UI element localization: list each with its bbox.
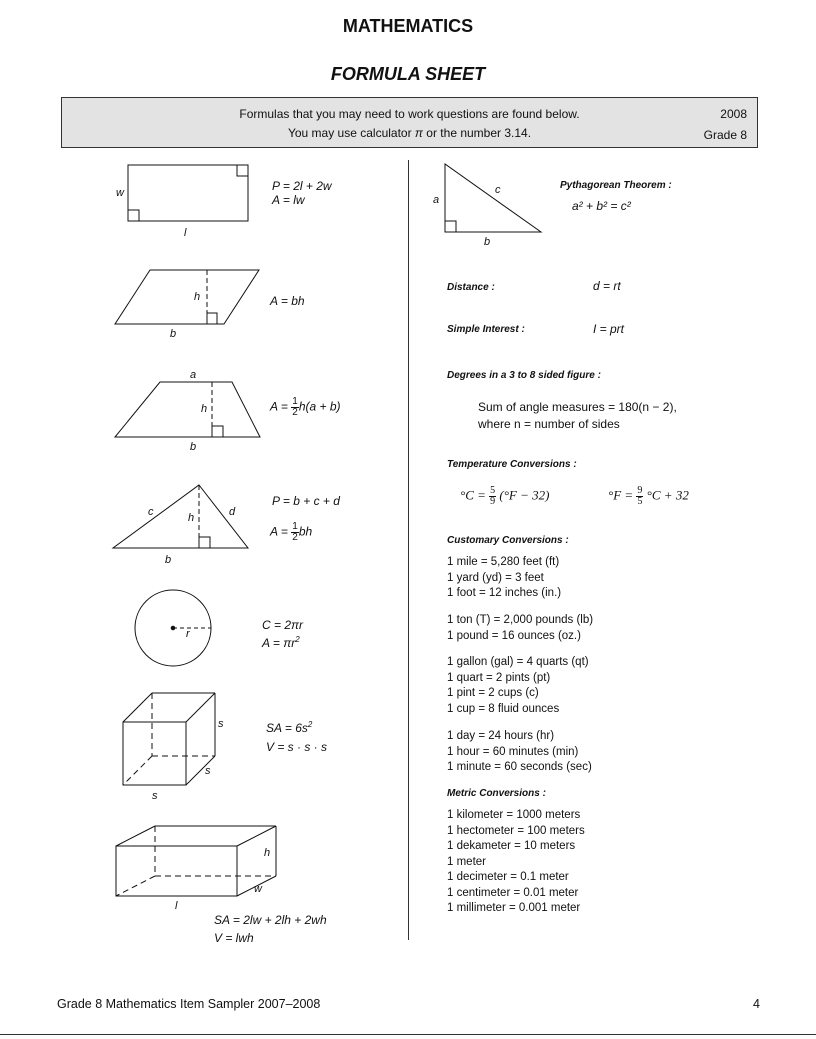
- parallelogram-area-formula: A = bh: [270, 294, 305, 308]
- triangle-label-b: b: [165, 554, 172, 566]
- parallelogram-figure: [115, 270, 259, 324]
- conversion-item: 1 cup = 8 fluid ounces: [447, 702, 560, 715]
- cube-figure: [123, 693, 215, 785]
- pythagorean-formula: a² + b² = c²: [572, 199, 631, 213]
- temperature-heading: Temperature Conversions :: [447, 459, 577, 470]
- simple-interest-heading: Simple Interest :: [447, 324, 525, 335]
- triangle-area-formula: A = $\frac{1}{2}$ bh: [270, 521, 313, 543]
- simple-interest-formula: I = prt: [593, 322, 625, 336]
- conversion-item: 1 meter: [447, 855, 486, 868]
- cube-label-s-depth: s: [205, 765, 211, 777]
- parallelogram-label-h: h: [194, 291, 201, 303]
- conversion-item: 1 hour = 60 minutes (min): [447, 745, 579, 758]
- circle-circumference-formula: C = 2πr: [262, 618, 304, 632]
- triangle-label-c: c: [148, 506, 154, 518]
- trapezoid-area-formula: A = $\frac{1}{2}$ h(a + b): [270, 396, 341, 418]
- trapezoid-label-h: h: [201, 403, 208, 415]
- trapezoid-figure: [115, 382, 260, 437]
- customary-length-group: [447, 555, 561, 602]
- circle-area-formula: $A = \pi r^2$: [262, 635, 300, 650]
- trapezoid-label-a: a: [190, 369, 197, 381]
- right-triangle-figure: [445, 164, 541, 232]
- celsius-formula: °C = $\frac{5}{9}$ (°F − 32): [460, 485, 550, 507]
- footer-rule: [0, 1034, 816, 1035]
- prism-surface-area-formula: SA = 2lw + 2lh + 2wh: [214, 913, 327, 927]
- page-title: MATHEMATICS: [342, 16, 474, 36]
- conversion-item: 1 gallon (gal) = 4 quarts (qt): [447, 656, 589, 668]
- conversion-item: 1 quart = 2 pints (pt): [447, 671, 551, 684]
- distance-formula: d = rt: [593, 279, 621, 293]
- conversion-item: 1 millimeter = 0.001 meter: [447, 902, 581, 914]
- customary-heading: Customary Conversions :: [447, 535, 569, 546]
- fahrenheit-formula: °F = $\frac{9}{5}$ °C + 32: [608, 485, 689, 507]
- rectangle-label-w: w: [116, 187, 124, 199]
- metric-conversion-list: [447, 808, 585, 917]
- pythagorean-heading: Pythagorean Theorem :: [560, 180, 672, 191]
- rectangle-area-formula: A = lw: [272, 193, 305, 207]
- trapezoid-label-b: b: [190, 441, 197, 453]
- conversion-item: 1 decimeter = 0.1 meter: [447, 871, 569, 883]
- conversion-item: 1 pound = 16 ounces (oz.): [447, 629, 581, 642]
- conversion-item: 1 pint = 2 cups (c): [447, 687, 539, 699]
- formula-sheet-title: FORMULA SHEET: [330, 64, 486, 84]
- angle-sum-definition: where n = number of sides: [478, 417, 620, 431]
- instructions-line-2: You may use calculator π or the number 3.14.: [287, 126, 532, 140]
- conversion-item: 1 day = 24 hours (hr): [447, 730, 555, 742]
- cube-label-s-bottom: s: [152, 790, 158, 802]
- conversion-item: 1 mile = 5,280 feet (ft): [447, 556, 560, 568]
- conversion-item: 1 dekameter = 10 meters: [447, 840, 576, 852]
- footer-title: Grade 8 Mathematics Item Sampler 2007–2008: [57, 997, 321, 1011]
- right-triangle-label-a: a: [433, 194, 440, 206]
- angle-sum-formula: Sum of angle measures = 180(n − 2),: [478, 400, 677, 414]
- parallelogram-label-b: b: [170, 328, 177, 340]
- rectangle-perimeter-formula: P = 2l + 2w: [272, 179, 332, 193]
- prism-volume-formula: V = lwh: [214, 931, 254, 945]
- metric-heading: Metric Conversions :: [447, 788, 546, 799]
- circle-label-r: r: [186, 628, 190, 640]
- customary-weight-group: [447, 613, 593, 644]
- cube-volume-formula: V = s · s · s: [266, 740, 328, 754]
- conversion-item: 1 centimeter = 0.01 meter: [447, 886, 579, 899]
- customary-time-group: [447, 729, 592, 776]
- customary-volume-group: [447, 655, 589, 717]
- conversion-item: 1 kilometer = 1000 meters: [447, 809, 581, 821]
- rectangle-figure: [128, 165, 248, 221]
- rectangle-label-l: l: [184, 227, 187, 239]
- triangle-figure: [113, 485, 248, 548]
- conversion-item: 1 foot = 12 inches (in.): [447, 587, 562, 599]
- circle-figure: [135, 590, 211, 666]
- right-triangle-label-b: b: [484, 236, 491, 248]
- prism-label-h: h: [264, 847, 271, 859]
- distance-heading: Distance :: [447, 282, 495, 293]
- triangle-label-h: h: [188, 512, 195, 524]
- conversion-item: 1 hectometer = 100 meters: [447, 824, 585, 837]
- conversion-item: 1 ton (T) = 2,000 pounds (lb): [447, 614, 594, 626]
- prism-label-w: w: [254, 883, 262, 895]
- prism-figure: [116, 826, 276, 896]
- degrees-heading: Degrees in a 3 to 8 sided figure :: [447, 370, 601, 381]
- conversion-item: 1 minute = 60 seconds (sec): [447, 761, 592, 773]
- banner-grade: Grade 8: [703, 128, 747, 142]
- prism-label-l: l: [175, 900, 178, 912]
- instructions-line-1: Formulas that you may need to work questions are found below.: [239, 107, 580, 121]
- cube-label-s-right: s: [218, 718, 224, 730]
- cube-surface-area-formula: SA = $6s^2$: [266, 720, 313, 735]
- conversion-item: 1 yard (yd) = 3 feet: [447, 571, 544, 584]
- triangle-perimeter-formula: P = b + c + d: [272, 494, 340, 508]
- banner-year: 2008: [720, 107, 747, 121]
- right-triangle-label-c: c: [495, 184, 501, 196]
- triangle-label-d: d: [229, 506, 236, 518]
- page-number: 4: [753, 997, 760, 1011]
